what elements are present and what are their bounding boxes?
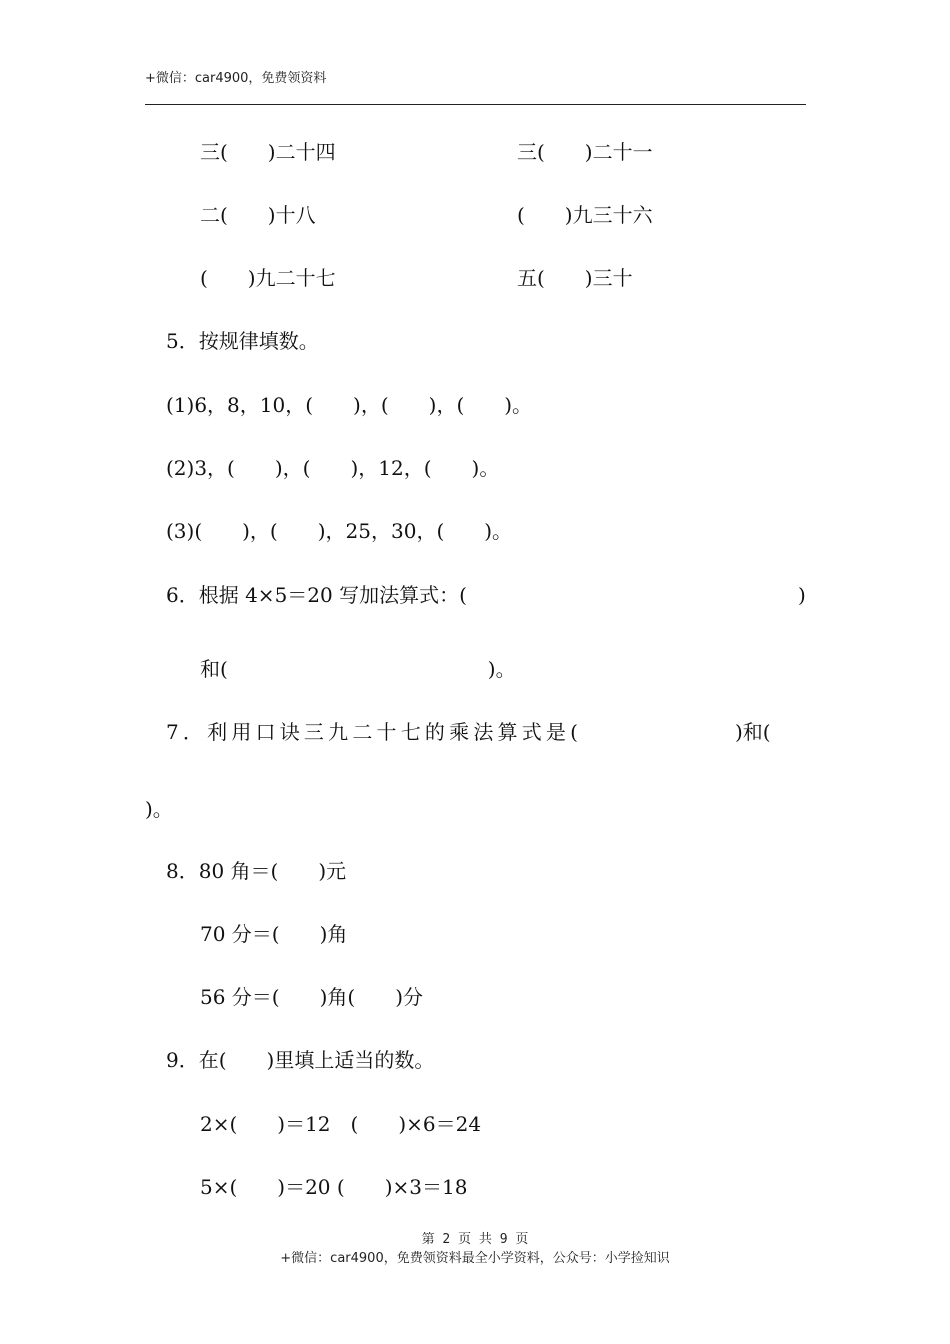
question-6-prompt: 6．根据 4×5＝20 写加法算式：( (166, 583, 467, 607)
page-number: 第 2 页 共 9 页 (421, 1232, 529, 1247)
question-5-item-3: (3)( )，( )，25，30，( )。 (166, 519, 513, 543)
question-9-title: 9．在( )里填上适当的数。 (166, 1048, 435, 1072)
question-5-title: 5．按规律填数。 (166, 329, 319, 353)
question-6-second-line: 和( )。 (200, 657, 516, 681)
rhyme-fill-3-right: 五( )三十 (517, 266, 633, 290)
question-9-item-2: 5×( )＝20 ( )×3＝18 (200, 1175, 468, 1199)
rhyme-fill-1-left: 三( )二十四 (200, 140, 336, 164)
page-header: +微信：car4900，免费领资料 (145, 71, 327, 86)
rhyme-fill-2-left: 二( )十八 (200, 203, 316, 227)
question-7-and: )和( (735, 720, 771, 744)
question-5-item-2: (2)3，( )，( )，12，( )。 (166, 456, 500, 480)
question-5-item-1: (1)6，8，10，( )，( )，( )。 (166, 393, 533, 417)
question-7-prompt: 7．利用口诀三九二十七的乘法算式是( (166, 720, 583, 744)
rhyme-fill-2-right: ( )九三十六 (517, 203, 653, 227)
rhyme-fill-1-right: 三( )二十一 (517, 140, 653, 164)
header-divider (145, 104, 806, 105)
question-7-end: )。 (145, 797, 173, 821)
question-9-item-1: 2×( )＝12 ( )×6＝24 (200, 1112, 482, 1136)
rhyme-fill-3-left: ( )九二十七 (200, 266, 336, 290)
question-8-item-1: 8．80 角＝( )元 (166, 859, 347, 883)
question-8-item-2: 70 分＝( )角 (200, 922, 348, 946)
footer-note: +微信：car4900，免费领资料最全小学资料，公众号：小学捡知识 (280, 1251, 670, 1266)
question-8-item-3: 56 分＝( )角( )分 (200, 985, 424, 1009)
question-6-close-paren: ) (798, 583, 806, 607)
